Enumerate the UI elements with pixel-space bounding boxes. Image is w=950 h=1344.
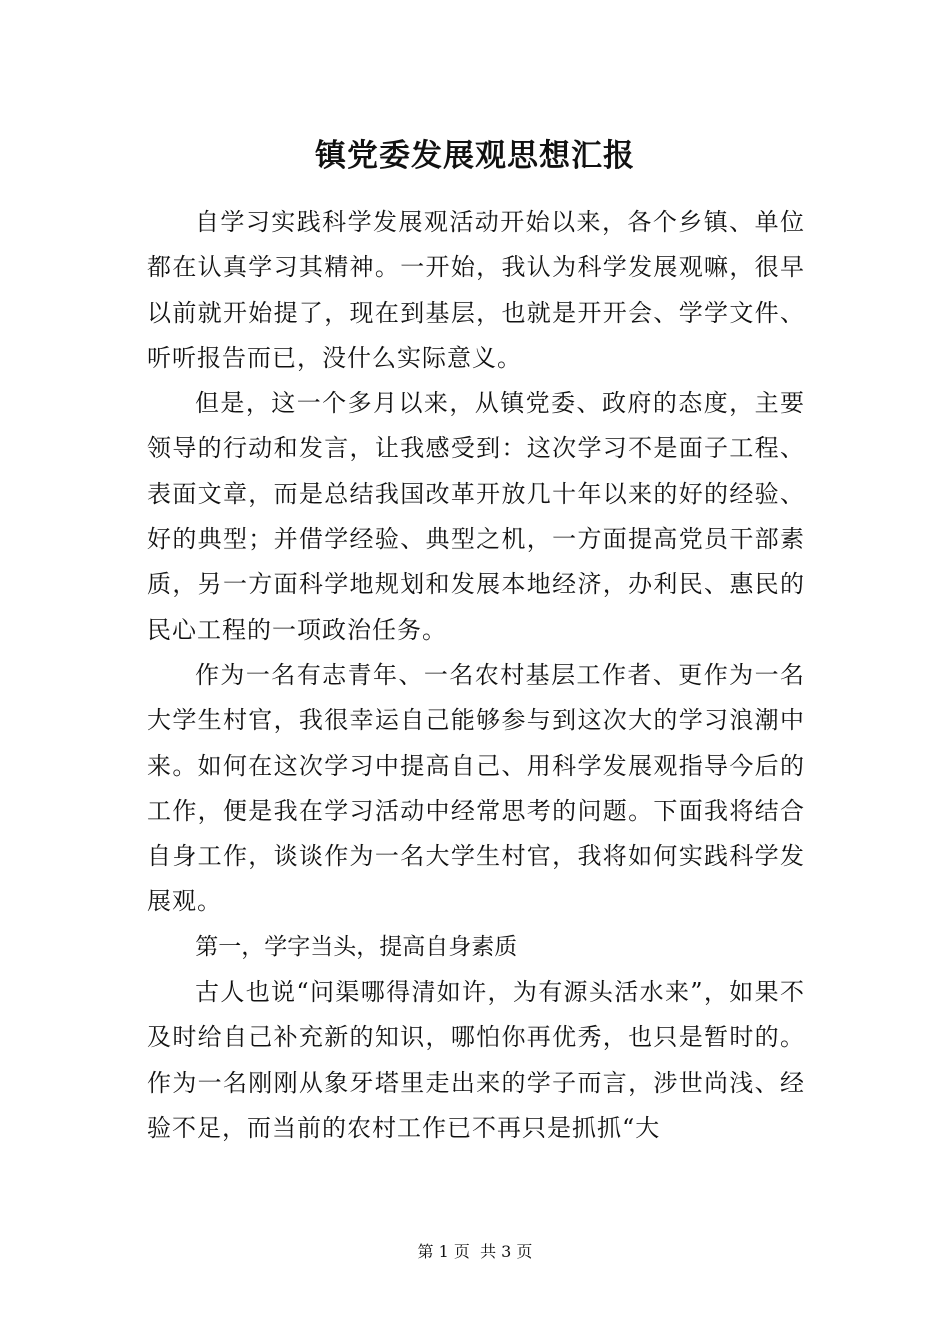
body-paragraph: 但是，这一个多月以来，从镇党委、政府的态度，主要领导的行动和发言，让我感受到：这次学习不是面子工程、表面文章，而是总结我国改革开放几十年以来的好的经验、好的典型；并借学经验、典型之机，一方面提高党员干部素质，另一方面科学地规划和发展本地经济，办利民、惠民的民心工程的一项政治任务。	[147, 389, 805, 644]
document-title: 镇党委发展观思想汇报	[315, 138, 635, 174]
section-heading: 第一，学字当头，提高自身素质	[195, 933, 518, 960]
page-footer	[0, 1240, 950, 1264]
body-paragraph: 自学习实践科学发展观活动开始以来，各个乡镇、单位都在认真学习其精神。一开始，我认为科学发展观嘛，很早以前就开始提了，现在到基层，也就是开开会、学学文件、听听报告而已，没什么实际意义。	[147, 208, 805, 372]
body-paragraph: 作为一名有志青年、一名农村基层工作者、更作为一名大学生村官，我很幸运自己能够参与到这次大的学习浪潮中来。如何在这次学习中提高自己、用科学发展观指导今后的工作，便是我在学习活动中经常思考的问题。下面我将结合自身工作，谈谈作为一名大学生村官，我将如何实践科学发展观。	[147, 660, 805, 916]
document-body	[147, 200, 805, 1151]
body-paragraph: 古人也说“问渠哪得清如许，为有源头活水来”，如果不及时给自己补充新的知识，哪怕你再优秀，也只是暂时的。作为一名刚刚从象牙塔里走出来的学子而言，涉世尚浅、经验不足，而当前的农村工作已不再只是抓抓“大	[147, 978, 805, 1142]
page-number: 第 1 页 共 3 页	[417, 1242, 533, 1261]
